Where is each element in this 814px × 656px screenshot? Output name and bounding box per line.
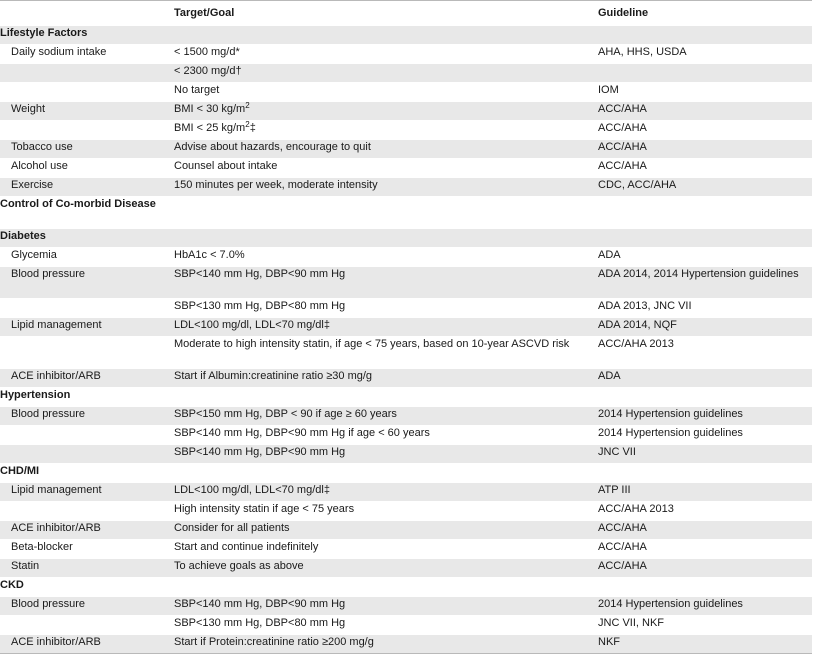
table-row bbox=[0, 267, 812, 299]
table-body bbox=[0, 26, 812, 654]
table-row bbox=[0, 616, 812, 635]
table-row bbox=[0, 337, 812, 369]
target-cell: 150 minutes per week, moderate intensity bbox=[168, 178, 592, 197]
guideline-cell: ADA bbox=[592, 248, 812, 267]
guideline-cell: JNC VII, NKF bbox=[592, 616, 812, 635]
table-row bbox=[0, 426, 812, 445]
target-text: BMI < 25 kg/m bbox=[174, 122, 246, 134]
table-row bbox=[0, 102, 812, 121]
factor-cell bbox=[0, 445, 168, 464]
target-cell: HbA1c < 7.0% bbox=[168, 248, 592, 267]
target-cell: SBP<140 mm Hg, DBP<90 mm Hg bbox=[168, 445, 592, 464]
section-label: Lifestyle Factors bbox=[0, 26, 168, 45]
superscript: 2 bbox=[245, 120, 250, 129]
guideline-cell bbox=[592, 578, 812, 597]
table-row bbox=[0, 483, 812, 502]
table-row bbox=[0, 178, 812, 197]
table-row bbox=[0, 502, 812, 521]
target-cell: To achieve goals as above bbox=[168, 559, 592, 578]
header-guideline: Guideline bbox=[598, 7, 649, 19]
guideline-cell: CDC, ACC/AHA bbox=[592, 178, 812, 197]
factor-cell: Tobacco use bbox=[0, 140, 168, 159]
factor-cell bbox=[0, 299, 168, 318]
table-row bbox=[0, 540, 812, 559]
factor-cell: Glycemia bbox=[0, 248, 168, 267]
section-row bbox=[0, 229, 812, 248]
factor-cell: Blood pressure bbox=[0, 267, 168, 299]
guideline-cell: ADA bbox=[592, 369, 812, 388]
guideline-cell: ACC/AHA bbox=[592, 540, 812, 559]
guideline-cell bbox=[592, 464, 812, 483]
factor-cell bbox=[0, 121, 168, 140]
target-cell: SBP<140 mm Hg, DBP<90 mm Hg bbox=[168, 597, 592, 616]
target-cell: < 1500 mg/d* bbox=[168, 45, 592, 64]
table-row bbox=[0, 559, 812, 578]
section-label: Hypertension bbox=[0, 388, 168, 407]
guideline-cell: ACC/AHA bbox=[592, 159, 812, 178]
target-cell bbox=[168, 578, 592, 597]
superscript: 2 bbox=[245, 101, 250, 110]
target-cell: LDL<100 mg/dl, LDL<70 mg/dl‡ bbox=[168, 483, 592, 502]
target-suffix: ‡ bbox=[249, 122, 256, 134]
table-row bbox=[0, 140, 812, 159]
target-cell: LDL<100 mg/dl, LDL<70 mg/dl‡ bbox=[168, 318, 592, 337]
guideline-cell: ACC/AHA bbox=[592, 521, 812, 540]
table-header-row bbox=[0, 1, 812, 26]
table-row bbox=[0, 45, 812, 64]
factor-cell: Lipid management bbox=[0, 318, 168, 337]
factor-cell: Blood pressure bbox=[0, 407, 168, 426]
target-cell: No target bbox=[168, 83, 592, 102]
guideline-cell: ACC/AHA bbox=[592, 140, 812, 159]
target-cell: Start if Albumin:creatinine ratio ≥30 mg/g bbox=[168, 369, 592, 388]
target-cell: Consider for all patients bbox=[168, 521, 592, 540]
factor-cell: Statin bbox=[0, 559, 168, 578]
guideline-cell: ATP III bbox=[592, 483, 812, 502]
target-cell bbox=[168, 197, 592, 229]
section-row bbox=[0, 464, 812, 483]
target-cell bbox=[168, 102, 592, 121]
factor-cell: ACE inhibitor/ARB bbox=[0, 521, 168, 540]
section-row bbox=[0, 197, 812, 229]
guideline-cell: NKF bbox=[592, 635, 812, 654]
target-cell: SBP<140 mm Hg, DBP<90 mm Hg if age < 60 years bbox=[168, 426, 592, 445]
target-cell: Advise about hazards, encourage to quit bbox=[168, 140, 592, 159]
section-row bbox=[0, 578, 812, 597]
guideline-cell: ADA 2014, 2014 Hypertension guidelines bbox=[592, 267, 812, 299]
guideline-cell bbox=[592, 64, 812, 83]
guideline-cell: ADA 2013, JNC VII bbox=[592, 299, 812, 318]
target-cell: High intensity statin if age < 75 years bbox=[168, 502, 592, 521]
target-cell bbox=[168, 121, 592, 140]
section-label: Diabetes bbox=[0, 229, 168, 248]
guideline-cell: ACC/AHA 2013 bbox=[592, 337, 812, 369]
header-target-goal: Target/Goal bbox=[174, 7, 235, 19]
header-col1 bbox=[0, 1, 168, 26]
table-row bbox=[0, 159, 812, 178]
factor-cell: Alcohol use bbox=[0, 159, 168, 178]
section-row bbox=[0, 26, 812, 45]
target-cell: Start and continue indefinitely bbox=[168, 540, 592, 559]
table-row bbox=[0, 64, 812, 83]
table-row bbox=[0, 299, 812, 318]
target-text: BMI < 30 kg/m bbox=[174, 103, 246, 115]
target-cell: Start if Protein:creatinine ratio ≥200 mg/g bbox=[168, 635, 592, 654]
factor-cell bbox=[0, 64, 168, 83]
guideline-cell: ACC/AHA 2013 bbox=[592, 502, 812, 521]
guideline-cell: 2014 Hypertension guidelines bbox=[592, 407, 812, 426]
factor-cell bbox=[0, 426, 168, 445]
guideline-cell: 2014 Hypertension guidelines bbox=[592, 597, 812, 616]
table-row bbox=[0, 318, 812, 337]
target-cell: Counsel about intake bbox=[168, 159, 592, 178]
target-cell: SBP<130 mm Hg, DBP<80 mm Hg bbox=[168, 616, 592, 635]
guideline-cell: ADA 2014, NQF bbox=[592, 318, 812, 337]
guideline-cell bbox=[592, 26, 812, 45]
guideline-cell: AHA, HHS, USDA bbox=[592, 45, 812, 64]
factor-cell: Daily sodium intake bbox=[0, 45, 168, 64]
guideline-cell: 2014 Hypertension guidelines bbox=[592, 426, 812, 445]
section-label: CHD/MI bbox=[0, 464, 168, 483]
guideline-cell: ACC/AHA bbox=[592, 121, 812, 140]
table-row bbox=[0, 521, 812, 540]
table-row bbox=[0, 121, 812, 140]
target-cell bbox=[168, 229, 592, 248]
target-cell: SBP<130 mm Hg, DBP<80 mm Hg bbox=[168, 299, 592, 318]
factor-cell bbox=[0, 616, 168, 635]
factor-cell: Weight bbox=[0, 102, 168, 121]
table-row bbox=[0, 248, 812, 267]
table-row bbox=[0, 445, 812, 464]
target-cell bbox=[168, 26, 592, 45]
section-label: Control of Co-morbid Disease bbox=[0, 197, 168, 229]
section-label: CKD bbox=[0, 578, 168, 597]
factor-cell bbox=[0, 337, 168, 369]
factor-cell: Beta-blocker bbox=[0, 540, 168, 559]
target-cell: SBP<150 mm Hg, DBP < 90 if age ≥ 60 years bbox=[168, 407, 592, 426]
guideline-cell: IOM bbox=[592, 83, 812, 102]
table-row bbox=[0, 407, 812, 426]
factor-cell: ACE inhibitor/ARB bbox=[0, 369, 168, 388]
table-row bbox=[0, 597, 812, 616]
guideline-cell: JNC VII bbox=[592, 445, 812, 464]
guideline-cell bbox=[592, 197, 812, 229]
factor-cell: Exercise bbox=[0, 178, 168, 197]
factor-cell: Lipid management bbox=[0, 483, 168, 502]
table-row bbox=[0, 635, 812, 654]
target-cell bbox=[168, 464, 592, 483]
factor-cell bbox=[0, 502, 168, 521]
guideline-cell: ACC/AHA bbox=[592, 102, 812, 121]
guideline-cell: ACC/AHA bbox=[592, 559, 812, 578]
guideline-cell bbox=[592, 229, 812, 248]
table-row bbox=[0, 83, 812, 102]
section-row bbox=[0, 388, 812, 407]
table-row bbox=[0, 369, 812, 388]
target-cell: Moderate to high intensity statin, if age < 75 years, based on 10-year ASCVD risk bbox=[168, 337, 592, 369]
factor-cell: Blood pressure bbox=[0, 597, 168, 616]
factor-cell bbox=[0, 83, 168, 102]
factor-cell: ACE inhibitor/ARB bbox=[0, 635, 168, 654]
target-cell bbox=[168, 388, 592, 407]
guideline-cell bbox=[592, 388, 812, 407]
target-cell: SBP<140 mm Hg, DBP<90 mm Hg bbox=[168, 267, 592, 299]
target-cell: < 2300 mg/d† bbox=[168, 64, 592, 83]
